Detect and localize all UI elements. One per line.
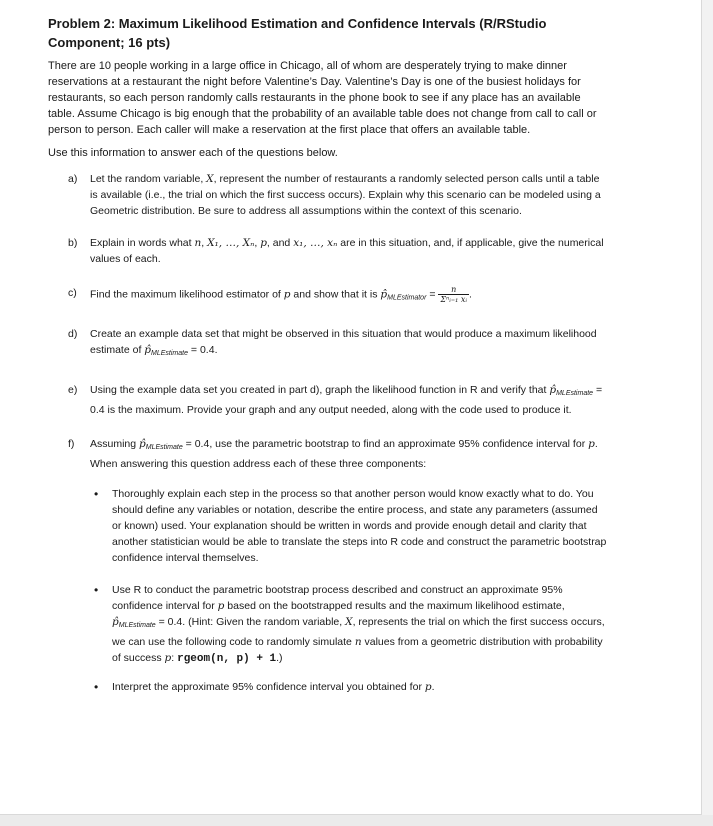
bullet-text: , represents the trial on which the first success occurs, we can use the following code to randomly simulate [112,616,605,649]
math-value: = 0.4 [90,384,603,417]
math-var: p̂ [380,288,388,301]
math-subscript: MLEstimate [556,390,594,398]
question-label: e) [68,384,78,397]
instructions: Use this information to answer each of the questions below. [48,147,338,159]
bullet-text: Thoroughly explain each step in the process so that another person would know exactly what to do. You should define any variables or notation, describe the entire process, and state any parameters (assumed or known) used. Your explanation should be written in words and provide enough detail and clarity that another statistician would be able to translate the steps into R code and construct the parametric bootstrap confidence interval themselves. [112,488,607,565]
math-var: p̂ [144,344,152,357]
bullet-text: .) [276,652,283,665]
question-text: Explain in words what [90,237,195,249]
bullet-item [48,582,608,667]
question-label: c) [68,287,77,299]
math-value: = 0.4 [187,344,215,357]
math-var: p̂ [112,616,119,629]
bullet-text: : [171,652,178,665]
math-value: = 0.4 [155,616,183,629]
question-label: a) [68,173,78,185]
bullet-item: • Interpret the approximate 95% confidence interval you obtained for p. [94,680,435,695]
math-var: n [194,237,202,249]
math-var: X [206,173,214,185]
question-f [48,436,608,472]
math-var: p̂ [549,384,557,397]
bullet-text: values from a geometric distribution with probability of success [112,636,603,665]
question-label: d) [68,328,78,341]
question-d: d) Create an example data set that might be observed in this situation that would produce a maximum likelihood estimate of $p̂_{MLEstimate} = 0.4$. [68,328,597,358]
math-var: n [354,636,362,649]
math-subscript: MLEstimator [387,294,427,302]
question-e [48,382,608,418]
question-text: . When answering this question address each of these three components: [90,438,598,471]
bullet-dot: • [94,583,99,598]
fraction-denominator: Σⁿᵢ₌₁ xᵢ [440,295,467,304]
math-equals: = [426,288,439,301]
question-text: Create an example data set that might be observed in this situation that would produce a maximum likelihood estimate of [90,328,597,357]
r-code: rgeom(n, p) + 1 [177,653,277,666]
question-c: c) Find the maximum likelihood estimator of p and show that it is $p̂_{MLEstimator}$ = $\frac{n}{\text{Σⁿᵢ₌₁ xᵢ}}$ . [68,285,472,304]
question-label: b) [68,237,78,249]
question-text: , use the parametric bootstrap to find an approximate 95% confidence interval for [209,438,589,451]
math-var: p [260,237,267,249]
bullet-text: . (Hint: Given the random variable, [182,616,346,629]
bullet-item [48,486,608,566]
question-text: and show that it is [290,288,381,301]
viewer-bottom-bar [0,815,713,826]
math-var: p̂ [139,438,146,451]
bullet-text: Interpret the approximate 95% confidence interval you obtained for [112,681,425,694]
math-var: p [164,652,172,665]
math-subscript: MLEstimate [151,350,188,358]
fraction-numerator: n [438,285,469,295]
problem-title: Problem 2: Maximum Likelihood Estimation and Confidence Intervals (R/RStudio Component; 16 pts) [48,16,547,50]
bullet-text: Use R to conduct the parametric bootstrap process described and construct an approximate 95% confidence interval for [112,584,563,613]
bullet-dot: • [94,487,99,502]
math-var: p [588,438,595,451]
question-label: f) [68,438,75,451]
bullet-text: based on the bootstrapped results and the maximum likelihood estimate, [224,600,565,613]
question-text: Find the maximum likelihood estimator of [90,288,284,301]
question-b: b) Explain in words what n, X₁, …, Xₙ, p, and x₁, …, xₙ are in this situation, and, if applicable, give the numerical values of each. [68,237,604,265]
math-var: X₁, …, Xₙ [207,237,255,249]
question-text: Using the example data set you created in part d), graph the likelihood function in R and verify that [90,384,550,397]
math-subscript: MLEstimate [145,444,183,452]
intro-paragraph: There are 10 people working in a large office in Chicago, all of whom are desperately trying to make dinner reservations at a restaurant the night before Valentine’s Day. Valentine’s Day is one of the busiest holidays for restaurants, so each person randomly calls restaurants in the phone book to see if any place has an available table. Assume Chicago is big enough that the probability of an available table does not change from call to call or person to person. Each caller will make a reservation at the first place that offers an available table. [48,60,597,136]
mle-fraction [438,285,469,304]
question-text: Let the random variable, [90,173,207,185]
question-text: , represent the number of restaurants a randomly selected person calls until a table is available (i.e., the trial on which the first success occurs). Explain why this scenario can be modeled using a Geometric distribution. Be sure to address all assumptions within the context of this scenario. [90,173,601,217]
bullet-dot: • [94,680,99,695]
math-value: = 0.4 [182,438,210,451]
math-var: p [217,600,225,613]
math-var: x₁, …, xₙ [293,237,338,249]
question-text: is the maximum. Provide your graph and any output needed, along with the code used to produce it. [104,404,572,417]
question-text: are in this situation, and, if applicable, give the numerical values of each. [90,237,604,265]
math-var: X [345,616,353,629]
question-a [48,171,608,219]
question-text: Assuming [90,438,140,451]
math-subscript: MLEstimate [118,622,156,630]
math-var: p [283,288,291,301]
math-var: p [424,681,432,694]
document-content [48,14,608,695]
